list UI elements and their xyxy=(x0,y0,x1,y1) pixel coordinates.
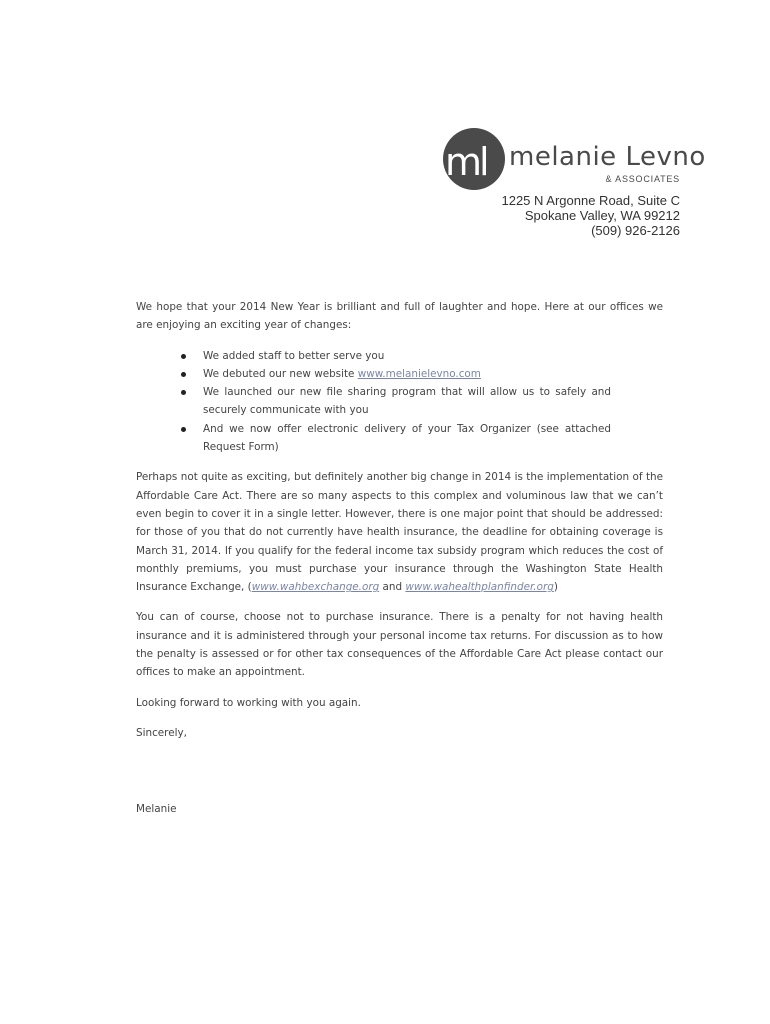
address-city: Spokane Valley, WA 99212 xyxy=(524,208,680,223)
list-item-text: We debuted our new website xyxy=(203,367,358,380)
aca-paragraph-end: ) xyxy=(553,581,558,594)
logo-subtitle: & ASSOCIATES xyxy=(605,174,680,184)
letter-body xyxy=(136,298,663,819)
intro-paragraph: We hope that your 2014 New Year is brilliant and full of laughter and hope. Here at our offices we are enjoying an exciting year of changes: xyxy=(136,301,663,332)
list-item xyxy=(203,383,611,420)
bullet-icon xyxy=(181,427,186,432)
penalty-paragraph: You can of course, choose not to purchase insurance. There is a penalty for not having health insurance and it is administered through your personal income tax returns. For discussion as to how the penalty is assessed or for other tax consequences of the Affordable Care Act please contact our offices to make an appointment. xyxy=(136,611,663,679)
company-address xyxy=(501,193,680,238)
address-phone: (509) 926-2126 xyxy=(591,223,680,238)
closing-paragraph: Looking forward to working with you again. xyxy=(136,696,361,709)
list-item-text: We launched our new file sharing program that will allow us to safely and securely communicate with you xyxy=(203,386,611,417)
closing-salutation: Sincerely, xyxy=(136,726,187,739)
address-street: 1225 N Argonne Road, Suite C xyxy=(501,193,680,208)
wahealthplanfinder-link[interactable]: www.wahealthplanfinder.org xyxy=(405,581,554,594)
wahbexchange-link[interactable]: www.wahbexchange.org xyxy=(251,581,380,594)
changes-list xyxy=(136,347,611,457)
aca-paragraph xyxy=(136,468,663,596)
list-item-text: And we now offer electronic delivery of your Tax Organizer (see attached Request Form) xyxy=(203,422,611,454)
bullet-icon xyxy=(181,390,186,395)
list-item xyxy=(203,365,611,383)
aca-paragraph-text: Perhaps not quite as exciting, but definitely another big change in 2014 is the implementation of the Affordable Care Act. There are so many aspects to this complex and voluminous law that we can’t even begin to cover it in a single letter. However, there is one major point that should be addressed: for those of you that do not currently have health insurance, the deadline for obtaining coverage is March 31, 2014. If you qualify for the federal income tax subsidy program which reduces the cost of monthly premiums, you must purchase your insurance through the Washington State Health Insurance Exchange, ( xyxy=(136,471,663,594)
website-link[interactable]: www.melanielevno.com xyxy=(357,367,481,380)
list-item xyxy=(203,420,611,457)
signature-name: Melanie xyxy=(136,803,177,816)
logo-initials: ml xyxy=(445,140,487,184)
list-item-text: We added staff to better serve you xyxy=(203,349,385,362)
bullet-icon xyxy=(181,372,186,377)
list-item xyxy=(203,347,611,365)
company-logo xyxy=(443,128,706,192)
aca-paragraph-and: and xyxy=(379,581,406,594)
bullet-icon xyxy=(181,354,186,359)
logo-company-name: melanie Levno xyxy=(509,142,706,172)
